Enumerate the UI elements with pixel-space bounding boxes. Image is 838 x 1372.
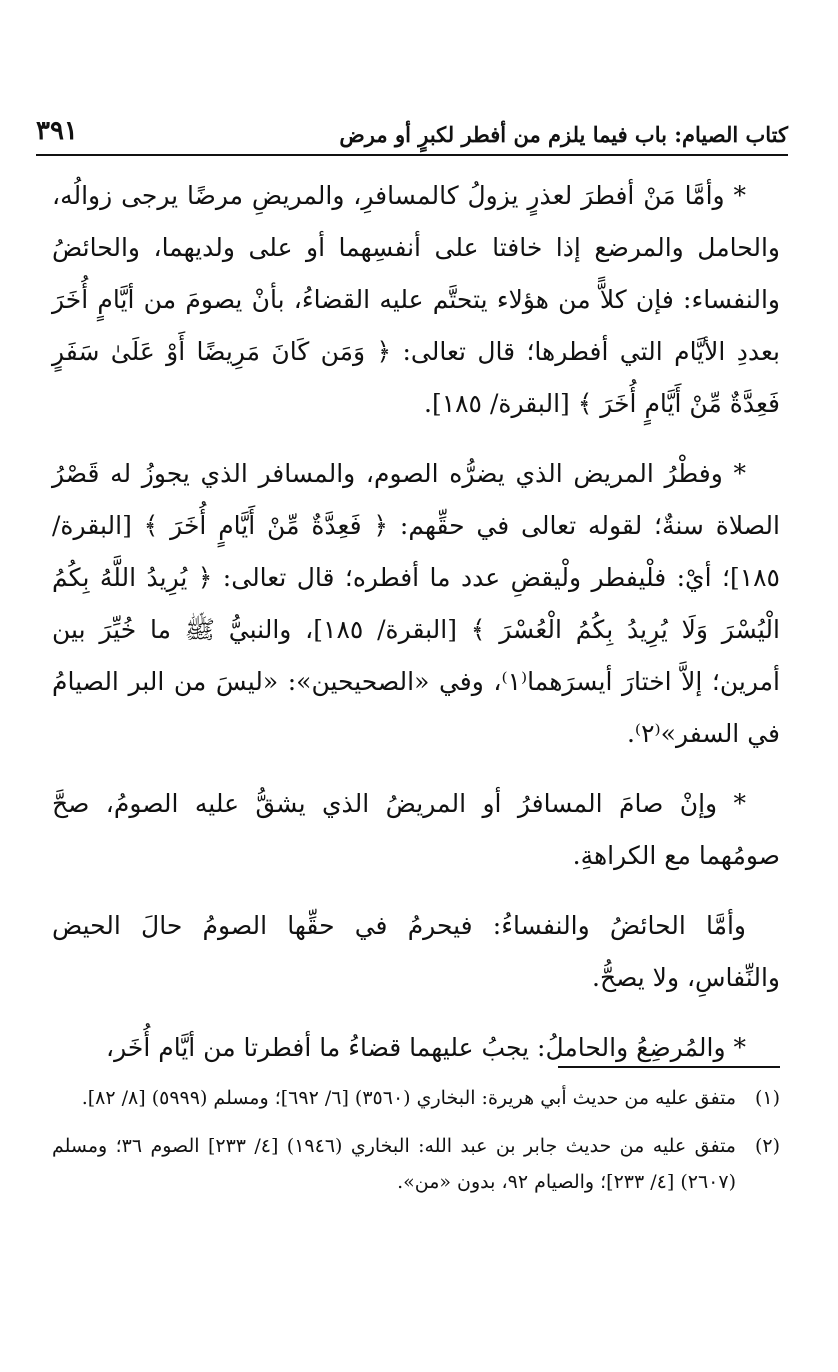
chapter-title: كتاب الصيام: باب فيما يلزم من أفطر لكبرٍ أو مرض <box>339 122 788 147</box>
paragraph-2: * وفطْرُ المريض الذي يضرُّه الصوم، والمسافر الذي يجوزُ له قَصْرُ الصلاة سنةٌ؛ لقوله تعالى في حقِّهم: ﴿ فَعِدَّةٌ مِّنْ أَيَّامٍ أُخَرَ ﴾ [البقرة/ ١٨٥]؛ أيْ: فلْيفطر ولْيقضِ عدد ما أفطره؛ قال تعالى: ﴿ يُرِيدُ اللَّهُ بِكُمُ الْيُسْرَ وَلَا يُرِيدُ بِكُمُ الْعُسْرَ ﴾ [البقرة/ ١٨٥]، والنبيُّ ﷺ ما خُيِّرَ بين أمرين؛ إلاَّ اختارَ أيسرَهما⁽١⁾، وفي «الصحيحين»: «ليسَ من البر الصيامُ في السفر»⁽٢⁾. <box>52 459 780 748</box>
footnote-number: (١) <box>754 1087 780 1109</box>
footnote-2 <box>52 1128 780 1200</box>
paragraph-1: * وأمَّا مَنْ أفطرَ لعذرٍ يزولُ كالمسافرِ، والمريضِ مرضًا يرجى زوالُه، والحامل والمرضع إذا خافتا على أنفسِهما أو على ولديهما، والحائضُ والنفساء: فإن كلاًّ من هؤلاء يتحتَّم عليه القضاءُ، بأنْ يصومَ من أيَّامٍ أُخَرَ بعددِ الأيَّام التي أفطرها؛ قال تعالى: ﴿ وَمَن كَانَ مَرِيضًا أَوْ عَلَىٰ سَفَرٍ فَعِدَّةٌ مِّنْ أَيَّامٍ أُخَرَ ﴾ [البقرة/ ١٨٥]. <box>52 181 780 418</box>
footnotes <box>52 1080 780 1212</box>
paragraph-4: وأمَّا الحائضُ والنفساءُ: فيحرمُ في حقِّها الصومُ حالَ الحيض والنِّفاسِ، ولا يصحُّ. <box>52 911 780 992</box>
running-header <box>36 112 788 156</box>
footnote-divider <box>558 1066 780 1068</box>
footnote-number: (٢) <box>754 1135 780 1157</box>
paragraph-5: * والمُرضِعُ والحاملُ: يجبُ عليهما قضاءُ ما أفطرتا من أيَّام أُخَر، <box>106 1033 746 1062</box>
body-text <box>52 170 780 1074</box>
page-number: ٣٩١ <box>36 116 78 146</box>
footnote-1 <box>52 1080 780 1116</box>
paragraph-3: * وإنْ صامَ المسافرُ أو المريضُ الذي يشقُّ عليه الصومُ، صحَّ صومُهما مع الكراهةِ. <box>52 789 780 870</box>
footnote-text: متفق عليه من حديث جابر بن عبد الله: البخاري (١٩٤٦) [٤/ ٢٣٣] الصوم ٣٦؛ ومسلم (٢٦٠٧) [٤/ ٢٣٣]؛ والصيام ٩٢، بدون «من». <box>52 1135 736 1193</box>
footnote-text: متفق عليه من حديث أبي هريرة: البخاري (٣٥٦٠) [٦/ ٦٩٢]؛ ومسلم (٥٩٩٩) [٨/ ٨٢]. <box>81 1087 736 1109</box>
